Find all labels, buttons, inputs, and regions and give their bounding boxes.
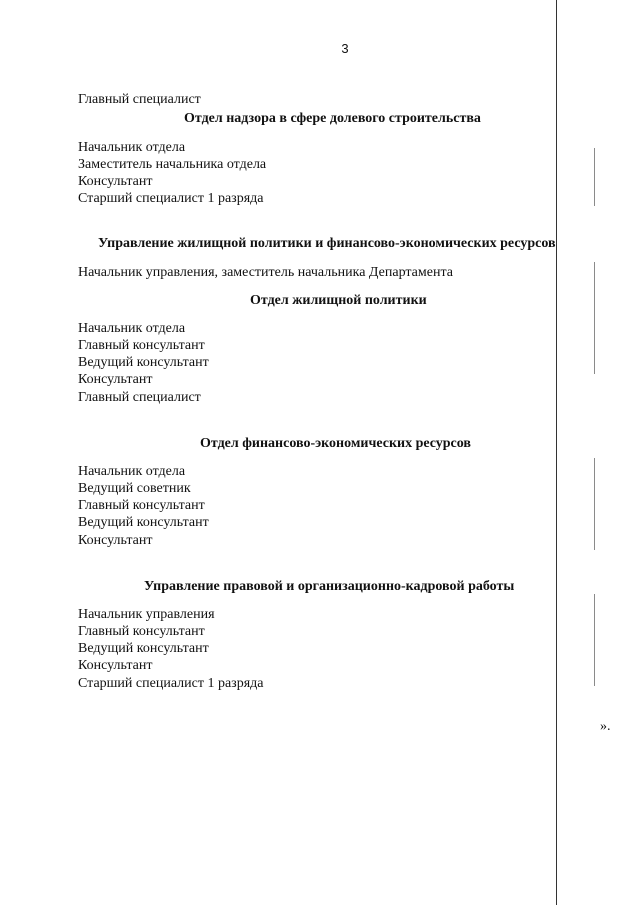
position-line: Главный специалист [78,390,201,405]
position-line: Консультант [78,533,153,548]
position-line: Ведущий консультант [78,641,209,656]
scan-margin-line [594,594,595,686]
position-line: Ведущий советник [78,481,191,496]
section-heading: Отдел надзора в сфере долевого строительства [184,111,481,126]
position-line: Начальник отдела [78,464,186,479]
position-line: Старший специалист 1 разряда [78,676,264,691]
position-line: Главный консультант [78,338,205,353]
position-line: Консультант [78,174,153,189]
position-line: Консультант [78,658,153,673]
position-line: Консультант [78,372,153,387]
scan-margin-line [594,148,595,206]
position-line: Начальник отдела [78,140,186,155]
scan-margin-line [556,0,557,905]
section-heading: Управление правовой и организационно-кадровой работы [144,579,515,594]
closing-quote-mark: ». [600,719,611,734]
page-number: 3 [341,41,349,56]
position-line: Главный консультант [78,624,205,639]
position-line: Главный специалист [78,92,201,107]
position-line: Начальник управления, заместитель начальника Департамента [78,265,453,280]
position-line: Главный консультант [78,498,205,513]
position-line: Ведущий консультант [78,355,209,370]
scan-margin-line [594,458,595,550]
section-heading: Управление жилищной политики и финансово-экономических ресурсов [98,236,556,251]
section-heading: Отдел финансово-экономических ресурсов [200,436,471,451]
scan-margin-line [594,262,595,374]
position-line: Заместитель начальника отдела [78,157,267,172]
section-heading: Отдел жилищной политики [250,293,427,308]
position-line: Начальник отдела [78,321,186,336]
position-line: Ведущий консультант [78,515,209,530]
position-line: Старший специалист 1 разряда [78,191,264,206]
position-line: Начальник управления [78,607,215,622]
